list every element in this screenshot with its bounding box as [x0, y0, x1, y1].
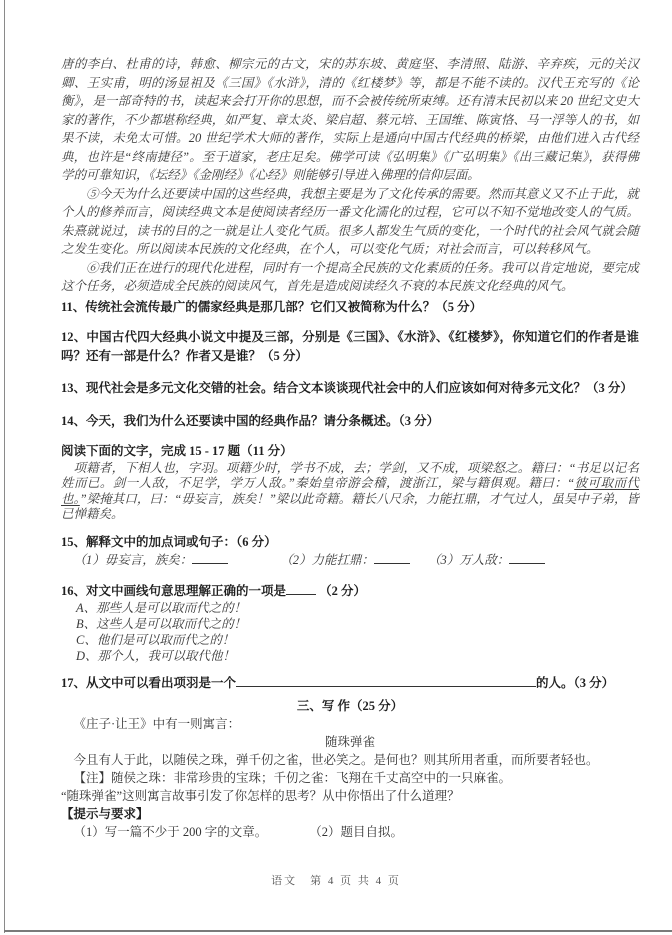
question-11: 11、传统社会流传最广的儒家经典是那几部？它们又被简称为什么？（5 分） [61, 299, 483, 314]
option-a: A、那些人是可以取而代之的！ [76, 601, 247, 615]
writing-section-header: 三、写 作（25 分） [296, 698, 404, 713]
answer-blank-15-1 [192, 552, 228, 564]
fable-text: 今且有人于此，以随侯之珠，弹千仞之雀，世必笑之。是何也？则其所用者重，而所要者轻也。 [73, 752, 599, 767]
reading-paragraph-5: ⑤今天为什么还要读中国的这些经典，我想主要是为了文化传承的需要。然而其意义又不止于此，就个人的修养而言，阅读经典文本是使阅读者经历一番文化濡化的过程，它可以不知不觉地改变人的气质。朱熹就说过，读书的目的之一就是让人变化气质。很多人都发生气质的变化，一个时代的社会风气就会随之发生变化。所以阅读本民族的文化经典，在个人，可以变化气质；对社会而言，可以转移风气。 [61, 186, 639, 256]
page-footer: 语文 第 4 页 共 4 页 [271, 875, 401, 887]
writing-prompt: “随珠弹雀”这则寓言故事引发了你怎样的思考？从中你悟出了什么道理？ [61, 788, 460, 803]
q15-item-2: （2）力能扛鼎： [280, 553, 375, 567]
question-17 [61, 674, 639, 693]
answer-blank-16 [286, 583, 316, 595]
requirements-items [61, 823, 639, 841]
question-14: 14、今天，我们为什么还要读中国的经典作品？请分条概述。（3 分） [61, 413, 440, 428]
classical-passage-after: ”梁掩其口，曰：“毋妄言，族矣！”梁以此奇籍。籍长八尺余，力能扛鼎，才气过人，虽吴中子弟，皆已惮籍矣。 [61, 491, 639, 521]
option-d: D、那个人，我可以取代他！ [76, 649, 236, 663]
classical-passage-before: 项籍者，下相人也，字羽。项籍少时，学书不成，去；学剑，又不成，项梁怒之。籍曰：“书足以记名姓而已。剑一人敌，不足学，学万人敌。”秦始皇帝游会稽，渡浙江，梁与籍俱观。籍曰：“ [61, 460, 639, 490]
question-15-items [61, 551, 639, 570]
question-16-options [61, 600, 639, 664]
classical-passage [61, 461, 639, 523]
answer-blank-15-3 [509, 552, 545, 564]
question-16 [61, 582, 639, 601]
requirement-1: （1）写一篇不少于 200 字的文章。 [73, 824, 268, 839]
reading-paragraph-6: ⑥我们正在进行的现代化进程，同时有一个提高全民族的文化素质的任务。我可以肯定地说，要完成这个任务，必须造成全民族的阅读风气，首先是造成阅读经久不衰的本民族文化经典的风气。 [61, 260, 639, 293]
reading2-header: 阅读下面的文字，完成 15 - 17 题（11 分） [61, 444, 293, 458]
scan-edge-bottom [4, 930, 672, 932]
answer-blank-17 [236, 675, 536, 687]
question-15: 15、解释文中的加点词或句子：（6 分） [61, 534, 277, 549]
fable-note: 【注】随侯之珠：非常珍贵的宝珠；千仞之雀：飞翔在千丈高空中的一只麻雀。 [73, 770, 512, 785]
fable-title: 随珠弹雀 [324, 734, 375, 749]
q16-score: （2 分） [319, 583, 367, 598]
classical-passage-underlined: 彼可取而代也。 [61, 476, 639, 506]
scan-edge-left [4, 0, 5, 933]
q17-stem: 17、从文中可以看出项羽是一个 [61, 676, 237, 690]
answer-blank-15-2 [374, 552, 410, 564]
q16-stem: 16、对文中画线句意思理解正确的一项是 [61, 583, 287, 598]
reading-passage-continued: 唐的李白、杜甫的诗，韩愈、柳宗元的古文，宋的苏东坡、黄庭坚、李清照、陆游、辛弃疾，元的关汉卿、王实甫，明的汤显祖及《三国》《水浒》，清的《红楼梦》等，都是不能不读的。汉代王充写的《论衡》，是一部奇特的书，读起来会打开你的思想，而不会被传统所束缚。还有清末民初以来 20 世纪文史大家的著作，不少都堪称经典，如严复、章太炎、梁启超、蔡元培、王国维、陈寅恪、马一浮等人的书，如果不读，未免太可惜。20 世纪学术大师的著作，实际上是通向中国古代经典的桥梁，由他们进入古代经典，也许是“终南捷径”。至于道家，老庄足矣。佛学可读《弘明集》《广弘明集》《出三藏记集》，获得佛学的可靠知识，《坛经》《金刚经》《心经》则能够引导进入佛理的信仰层面。 [61, 57, 639, 182]
q15-item-3: （3）万人敌： [428, 553, 510, 567]
writing-intro: 《庄子·让王》中有一则寓言： [73, 716, 241, 731]
page-content [61, 55, 639, 841]
question-12: 12、中国古代四大经典小说文中提及三部，分别是《三国》、《水浒》、《红楼梦》，你知道它们的作者是谁吗？还有一部是什么？作者又是谁？（5 分） [61, 330, 639, 363]
question-13: 13、现代社会是多元文化交错的社会。结合文本谈谈现代社会中的人们应该如何对待多元文化？（3 分） [61, 381, 633, 395]
q15-item-1: （1）毋妄言，族矣： [73, 553, 193, 567]
requirements-header: 【提示与要求】 [61, 806, 149, 821]
q17-tail: 的人。（3 分） [536, 676, 615, 690]
option-b: B、这些人是可以取而代之的！ [76, 617, 247, 631]
option-c: C、他们是可以取而代之的！ [76, 633, 235, 647]
requirement-2: （2）题目自拟。 [309, 824, 404, 839]
